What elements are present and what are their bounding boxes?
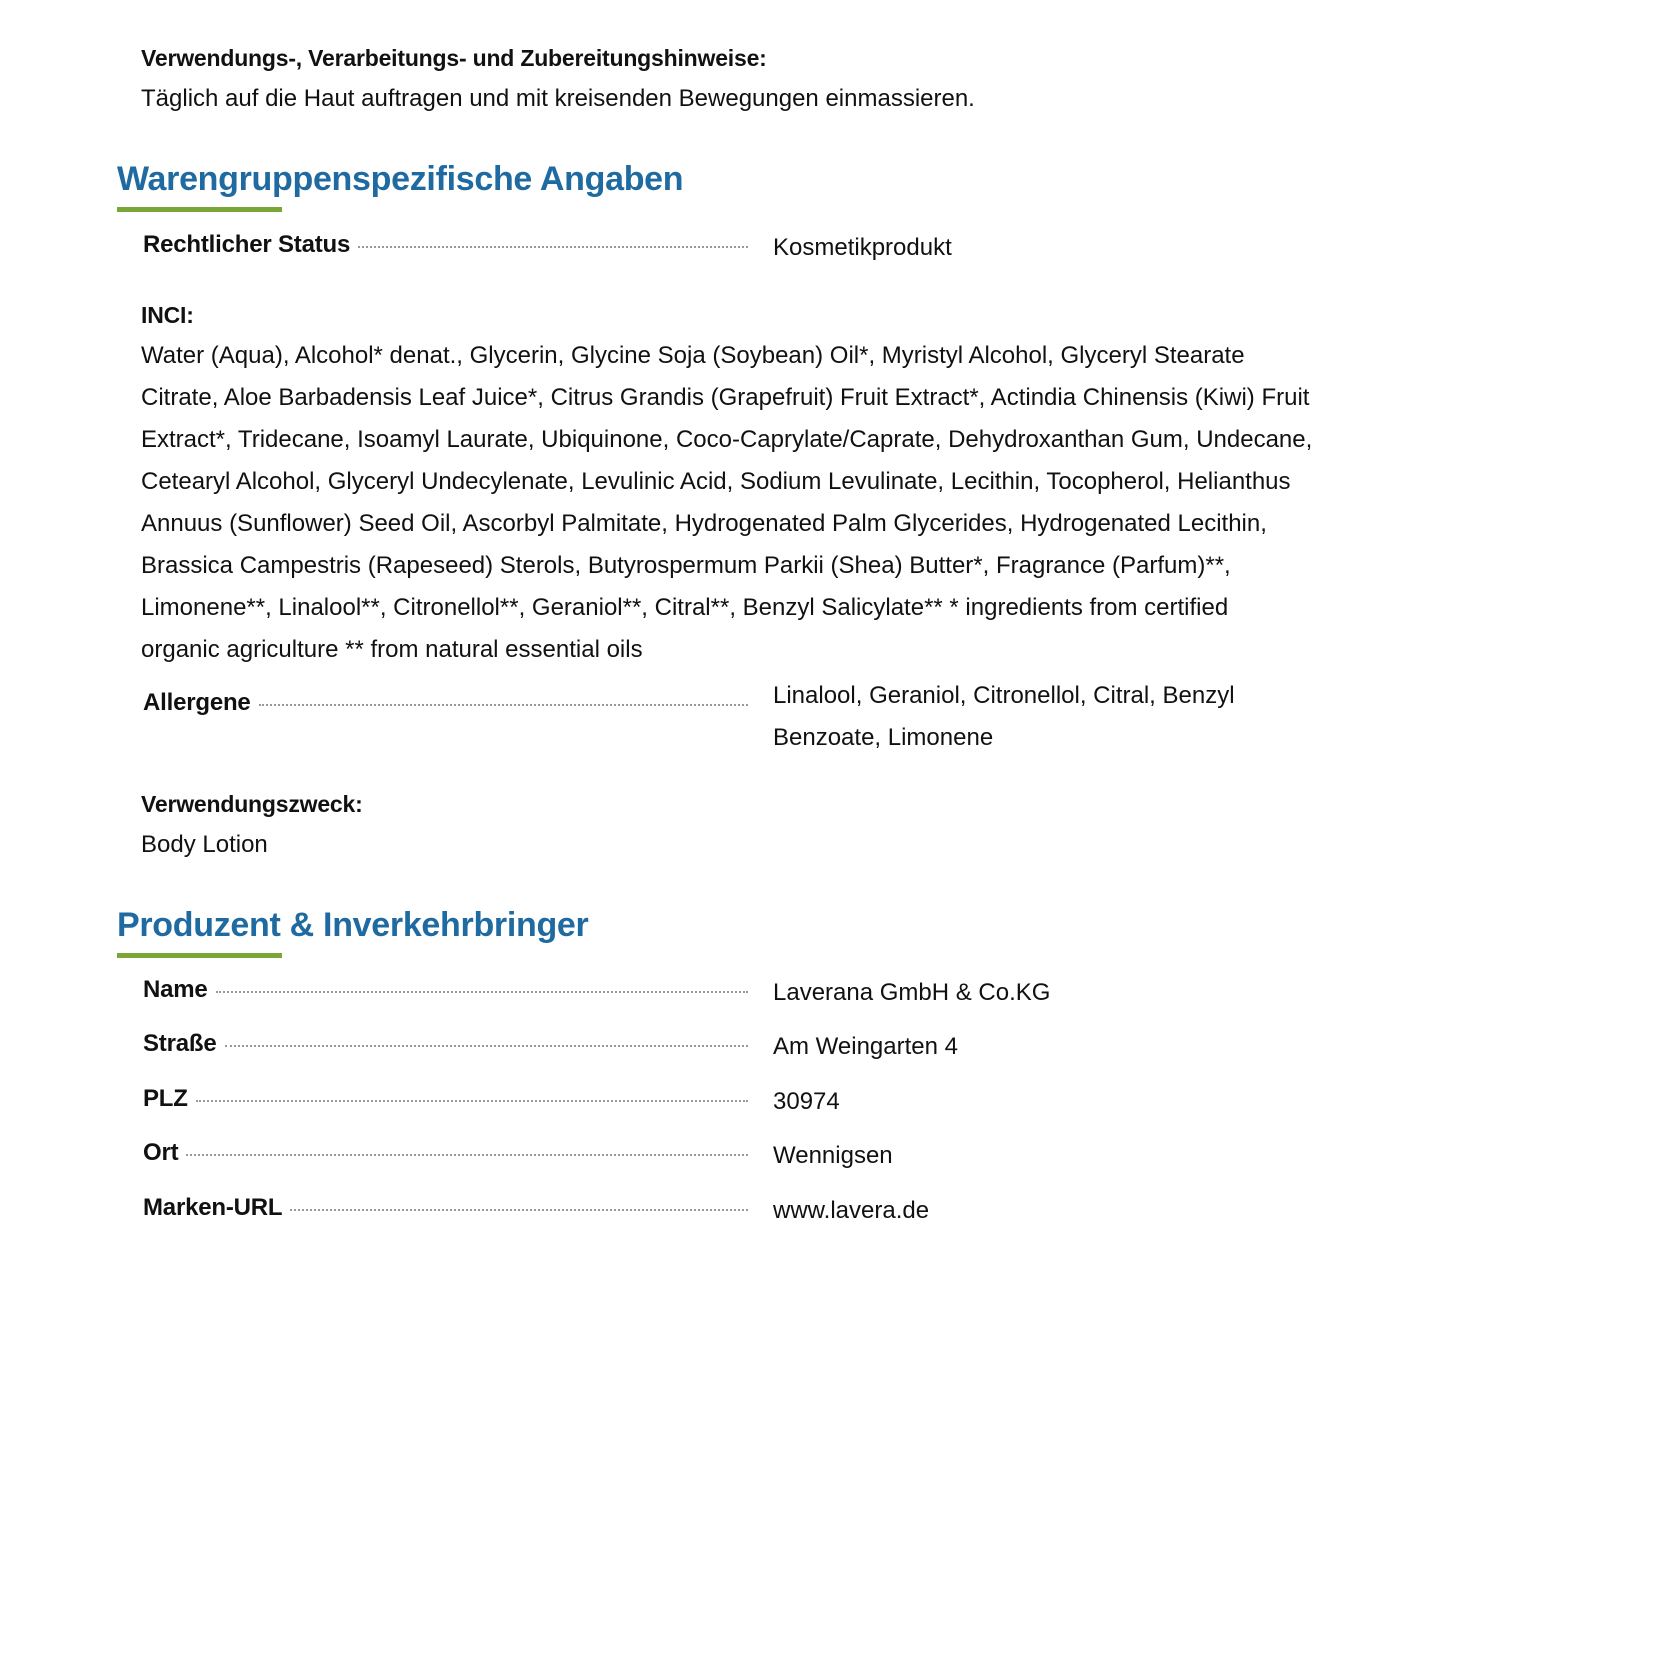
section-title: Warengruppenspezifische Angaben xyxy=(117,160,684,198)
section-producer xyxy=(117,903,588,958)
field-label-wrap xyxy=(143,1024,748,1064)
dot-leader xyxy=(290,1209,748,1211)
allergens-line: Linalool, Geraniol, Citronellol, Citral, Benzyl xyxy=(773,682,1235,709)
field-value: 30974 xyxy=(773,1088,840,1115)
dot-leader xyxy=(358,246,748,248)
field-row-name xyxy=(143,970,1403,1014)
section-underline xyxy=(117,953,282,958)
field-row-city xyxy=(143,1133,1403,1177)
inci-line: Cetearyl Alcohol, Glyceryl Undecylenate, Levulinic Acid, Sodium Levulinate, Lecithin, Tocopherol, Helianthus xyxy=(141,468,1291,495)
dot-leader xyxy=(186,1154,748,1156)
field-label: Straße xyxy=(143,1030,217,1057)
section-title: Produzent & Inverkehrbringer xyxy=(117,906,589,944)
inci-line: Limonene**, Linalool**, Citronellol**, Geraniol**, Citral**, Benzyl Salicylate** * ingredients from certified xyxy=(141,594,1229,621)
field-label: Allergene xyxy=(143,689,251,716)
field-label-wrap xyxy=(143,970,748,1010)
dot-leader xyxy=(216,991,748,993)
inci-line: Citrate, Aloe Barbadensis Leaf Juice*, Citrus Grandis (Grapefruit) Fruit Extract*, Actindia Chinensis (Kiwi) Fruit xyxy=(141,384,1310,411)
field-label-wrap xyxy=(143,225,748,265)
inci-line: organic agriculture ** from natural essential oils xyxy=(141,636,643,663)
field-row-legal-status xyxy=(143,225,1403,269)
dot-leader xyxy=(225,1045,749,1047)
field-value xyxy=(773,675,1293,759)
field-label: Name xyxy=(143,976,208,1003)
inci-line: Water (Aqua), Alcohol* denat., Glycerin, Glycine Soja (Soybean) Oil*, Myristyl Alcohol, Glyceryl Stearate xyxy=(141,342,1245,369)
field-label: Rechtlicher Status xyxy=(143,231,351,258)
inci-block xyxy=(141,295,1401,671)
field-value: Laverana GmbH & Co.KG xyxy=(773,979,1051,1006)
inci-line: Annuus (Sunflower) Seed Oil, Ascorbyl Palmitate, Hydrogenated Palm Glycerides, Hydrogenated Lecithin, xyxy=(141,510,1267,537)
field-row-allergens xyxy=(143,679,1403,769)
usage-block xyxy=(141,38,1401,120)
purpose-block xyxy=(141,784,1401,866)
field-row-street xyxy=(143,1024,1403,1068)
purpose-value: Body Lotion xyxy=(141,831,268,858)
usage-text: Täglich auf die Haut auftragen und mit kreisenden Bewegungen einmassieren. xyxy=(141,85,975,112)
section-warengruppe xyxy=(117,157,683,212)
purpose-heading: Verwendungszweck: xyxy=(141,791,363,817)
field-value: Am Weingarten 4 xyxy=(773,1033,958,1060)
field-value: Wennigsen xyxy=(773,1142,893,1169)
allergens-line: Benzoate, Limonene xyxy=(773,724,994,751)
field-label-wrap xyxy=(143,1188,748,1228)
field-label-wrap xyxy=(143,1133,748,1173)
inci-line: Extract*, Tridecane, Isoamyl Laurate, Ubiquinone, Coco-Caprylate/Caprate, Dehydroxanthan Gum, Undecane, xyxy=(141,426,1313,453)
inci-line: Brassica Campestris (Rapeseed) Sterols, Butyrospermum Parkii (Shea) Butter*, Fragrance (Parfum)**, xyxy=(141,552,1231,579)
field-label-wrap xyxy=(143,683,748,723)
field-label: Marken-URL xyxy=(143,1194,283,1221)
section-underline xyxy=(117,207,282,212)
field-row-postal-code xyxy=(143,1079,1403,1123)
field-value: Kosmetikprodukt xyxy=(773,234,952,261)
field-label-wrap xyxy=(143,1079,748,1119)
usage-heading: Verwendungs-, Verarbeitungs- und Zubereitungshinweise: xyxy=(141,45,767,71)
dot-leader xyxy=(196,1100,748,1102)
inci-heading: INCI: xyxy=(141,302,194,328)
field-label: PLZ xyxy=(143,1085,188,1112)
dot-leader xyxy=(259,704,748,706)
field-label: Ort xyxy=(143,1139,179,1166)
brand-url-link[interactable]: www.lavera.de xyxy=(773,1197,930,1224)
field-row-brand-url xyxy=(143,1188,1403,1232)
